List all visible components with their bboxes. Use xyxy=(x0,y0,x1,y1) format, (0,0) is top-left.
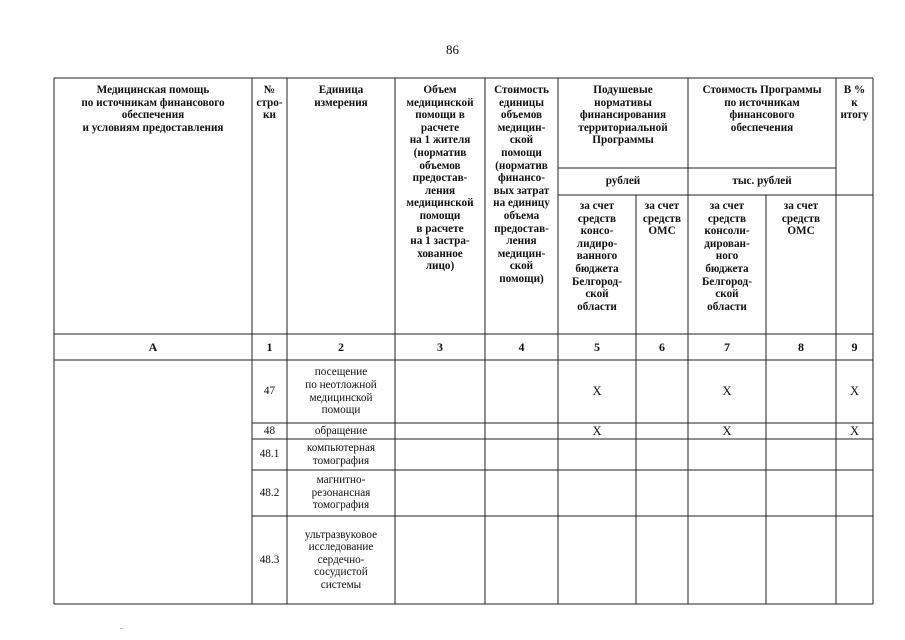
row-47-line: 47 xyxy=(263,385,276,398)
row-47-col-9: Х xyxy=(849,384,860,399)
header-col-a: Медицинская помощь по источникам финансового обеспечения и условиям предоставления xyxy=(81,84,225,134)
row-48-col-9: Х xyxy=(849,423,860,438)
col-number-6: 6 xyxy=(659,339,665,354)
col-number-4: 4 xyxy=(518,339,525,354)
header-col-1: № стро- ки xyxy=(256,84,283,122)
col-number-a: А xyxy=(148,339,158,354)
header-col-8: за счет средств ОМС xyxy=(781,200,821,238)
row-47-col-7: Х xyxy=(722,384,732,399)
row-48-1-line: 48.1 xyxy=(259,448,280,461)
row-48-line: 48 xyxy=(263,424,276,437)
col-number-2: 2 xyxy=(338,339,344,354)
header-group-cost: Стоимость Программы по источникам финансового обеспечения xyxy=(702,84,822,134)
header-col-3: Объем медицинской помощи в расчете на 1 жителя (норматив объемов предостав- ления медицинской помощи в расчете на 1 застра- хованное лицо) xyxy=(406,84,474,273)
col-number-8: 8 xyxy=(798,339,804,354)
row-48-2-line: 48.2 xyxy=(259,486,280,499)
scan-speck xyxy=(120,628,123,629)
row-48-1-unit: компьютерная томография xyxy=(306,441,376,467)
row-47-unit: посещение по неотложной медицинской помощи xyxy=(305,366,377,417)
header-unit-thousand-rub: тыс. рублей xyxy=(732,175,792,188)
col-number-7: 7 xyxy=(724,339,730,354)
row-48-col-7: Х xyxy=(722,423,732,438)
header-col-2: Единица измерения xyxy=(314,84,368,109)
row-48-2-unit: магнитно- резонансная томография xyxy=(311,474,371,512)
header-col-9: В % к итогу xyxy=(840,84,869,122)
row-48-unit: обращение xyxy=(314,424,368,437)
col-number-5: 5 xyxy=(594,339,600,354)
header-group-per-capita: Подушевые нормативы финансирования территориальной Программы xyxy=(578,84,668,147)
page-number: 86 xyxy=(446,42,459,57)
row-48-3-line: 48.3 xyxy=(259,553,280,566)
col-number-9: 9 xyxy=(851,339,858,354)
header-unit-rub: рублей xyxy=(605,175,641,188)
col-number-1: 1 xyxy=(266,339,273,354)
header-col-7: за счет средств консоли- дирован- ного бюджета Белгород- ской области xyxy=(702,200,752,313)
row-48-col-5: Х xyxy=(592,423,602,438)
row-47-col-5: Х xyxy=(592,384,602,399)
header-col-5: за счет средств консо- лидиро- ванного бюджета Белгород- ской области xyxy=(572,200,622,313)
col-number-3: 3 xyxy=(437,339,443,354)
row-48-3-unit: ультразвуковое исследование сердечно- сосудистой системы xyxy=(304,528,378,591)
header-col-4: Стоимость единицы объемов медицин- ской помощи (норматив финансо- вых затрат на единицу объема предостав- ления медицин- ской помощи) xyxy=(493,84,550,285)
header-col-6: за счет средств ОМС xyxy=(642,200,682,238)
